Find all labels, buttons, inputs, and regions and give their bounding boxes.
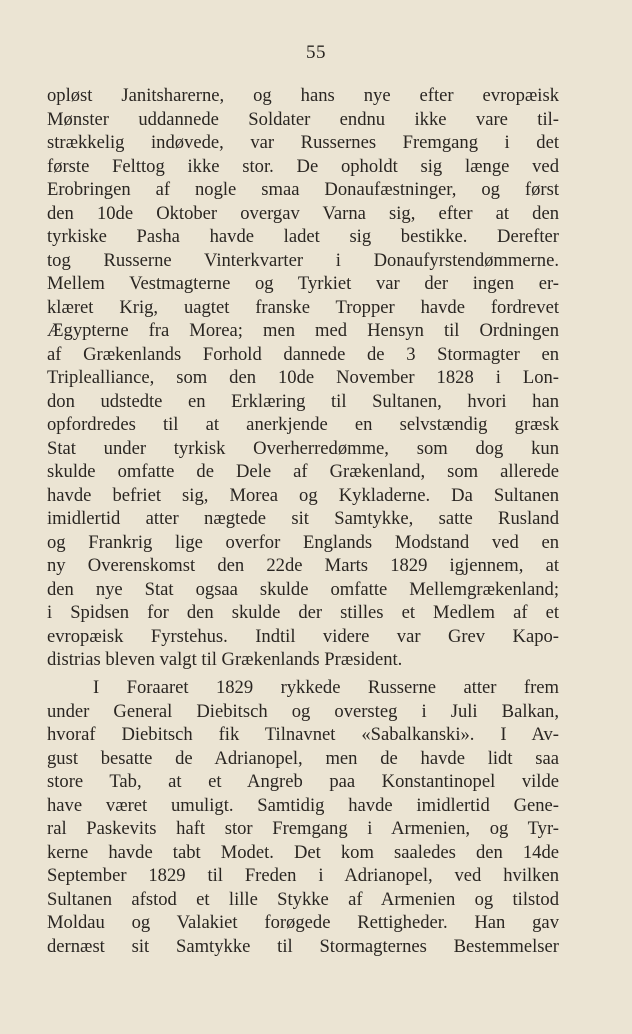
text-line: kerne havde tabt Modet. Det kom saaledes den 14de — [47, 841, 559, 863]
text-line: ny Overenskomst den 22de Marts 1829 igjennem, at — [47, 555, 559, 576]
text-line: don udstedte en Erklæring til Sultanen, hvori han — [47, 390, 559, 412]
text-line: I Foraaret 1829 rykkede Russerne atter frem — [93, 677, 559, 698]
text-line: Ægypterne fra Morea; men med Hensyn til Ordningen — [47, 320, 559, 341]
text-line: opløst Janitsharerne, og hans nye efter evropæisk — [47, 85, 559, 106]
text-line: klæret Krig, uagtet franske Tropper havde fordrevet — [47, 296, 559, 318]
text-line: hvoraf Diebitsch fik Tilnavnet «Sabalkanski». I Av- — [47, 724, 559, 745]
text-line: evropæisk Fyrstehus. Indtil videre var Grev Kapo- — [47, 625, 559, 647]
paragraph-2 — [47, 676, 559, 958]
text-line: første Felttog ikke stor. De opholdt sig længe ved — [47, 155, 559, 177]
text-line: og Frankrig lige overfor Englands Modstand ved en — [47, 531, 559, 553]
text-line: den 10de Oktober overgav Varna sig, efter at den — [47, 202, 559, 224]
text-line: tyrkiske Pasha havde ladet sig bestikke. Derefter — [47, 226, 559, 247]
text-line: have været umuligt. Samtidig havde imidlertid Gene- — [47, 794, 559, 816]
text-line: gust besatte de Adrianopel, men de havde lidt saa — [47, 747, 559, 769]
text-line: dernæst sit Samtykke til Stormagternes Bestemmelser — [47, 935, 559, 957]
text-line: Erobringen af nogle smaa Donaufæstninger, og først — [47, 179, 559, 200]
text-line: Mønster uddannede Soldater endnu ikke vare til- — [47, 108, 559, 130]
text-line: af Grækenlands Forhold dannede de 3 Stormagter en — [47, 343, 559, 365]
paragraph-1 — [47, 84, 559, 672]
text-line: skulde omfatte de Dele af Grækenland, som allerede — [47, 461, 559, 482]
text-line: Stat under tyrkisk Overherredømme, som dog kun — [47, 437, 559, 459]
text-line: den nye Stat ogsaa skulde omfatte Mellemgrækenland; — [47, 578, 559, 600]
text-line: Triplealliance, som den 10de November 1828 i Lon- — [47, 367, 559, 388]
text-line: Mellem Vestmagterne og Tyrkiet var der ingen er- — [47, 273, 559, 294]
text-line: September 1829 til Freden i Adrianopel, ved hvilken — [47, 865, 559, 886]
text-line: tog Russerne Vinterkvarter i Donaufyrstendømmerne. — [47, 249, 559, 271]
text-line: ral Paskevits haft stor Fremgang i Armenien, og Tyr- — [47, 818, 559, 839]
text-line: store Tab, at et Angreb paa Konstantinopel vilde — [47, 771, 559, 792]
text-line: havde befriet sig, Morea og Kykladerne. Da Sultanen — [47, 484, 559, 506]
text-line: i Spidsen for den skulde der stilles et Medlem af et — [47, 602, 559, 623]
text-line: Sultanen afstod et lille Stykke af Armenien og tilstod — [47, 888, 559, 910]
text-line: distrias bleven valgt til Grækenlands Præsident. — [47, 649, 403, 670]
text-line: strækkelig indøvede, var Russernes Fremgang i det — [47, 132, 559, 153]
text-line: opfordredes til at anerkjende en selvstændig græsk — [47, 414, 559, 435]
text-line: Moldau og Valakiet forøgede Rettigheder. Han gav — [47, 912, 559, 933]
text-line: imidlertid atter nægtede sit Samtykke, satte Rusland — [47, 508, 559, 529]
page-number: 55 — [306, 42, 326, 63]
text-line: under General Diebitsch og oversteg i Juli Balkan, — [47, 700, 559, 722]
